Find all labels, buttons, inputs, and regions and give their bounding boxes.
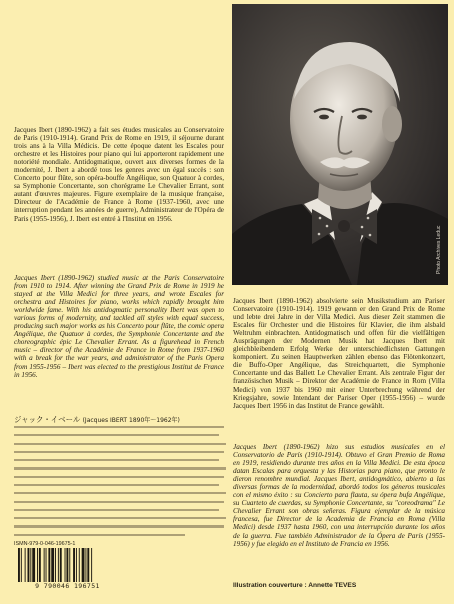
photo-credit	[436, 164, 444, 274]
portrait-photo	[232, 4, 448, 285]
photo-credit-text: Photo Archives Leduc	[436, 225, 442, 274]
biography-japanese-title	[14, 415, 228, 425]
biography-spanish: Jacques Ibert (1890-1962) hizo sus estudios musicales en el Conservatorio de París (1910-1914). Obtuvo el Gran Premio de Roma en 1919, residiendo durante tres años en la Villa Medici. De esta época datan Escalas para orquesta y las Historias para piano, que pronto le dieron renombre mundial. Jacques Ibert, antidogmático, abierto a las diversas formas de la modernidad, abordó todos los géneros musicales con el mismo éxito : su Concierto para flauta, su ópera bufa Angélique, su Cuarteto de cuerdas, su Symphonie Concertante, su "coreodrama" Le Chevalier Errant son obras señeras. Figura ejemplar de la música francesa, fue Director de la Academia de Francia en Roma (Villa Medici) desde 1937 hasta 1960, con una interrupción durante los años de la guerra. Fue también Administrador de la Ópera de París (1955-1956) y fue elegido en el Instituto de Francia en 1956.	[233, 443, 445, 548]
portrait-image	[232, 4, 448, 285]
barcode-bars	[14, 548, 121, 582]
biography-german: Jacques Ibert (1890-1962) absolvierte sein Musikstudium am Pariser Conservatoire (1910-1914). 1919 gewann er den Grand Prix de Rome und lebte drei Jahre in der Villa Medici. Aus dieser Zeit stammen die Escales für Orchester und die Histoires für Klavier, die ihm alsbald Weltruhm einbrachten. Antidogmatisch und offen für die vielfältigen Ausprägungen der Modernen Musik hat Jacques Ibert mit gleichbleibendem Erfolg Werke der unterschiedlichsten Gattungen komponiert. Zu seinen Hauptwerken zählen ebenso das Flötenkonzert, die Buffo-Oper Angélique, das Streichquartett, die Symphonie Concertante und das Ballett Le Chevalier Errant. Als zentrale Figur der französischen Musik – Direktor der Académie de France in Rom (Villa Medici) von 1937 bis 1960 mit einer Unterbrechung während der Kriegsjahre, sowie Intendant der Pariser Oper (1955-1956) – wurde Jacques Ibert 1956 in das Institut de France gewählt.	[233, 297, 445, 410]
biography-french: Jacques Ibert (1890-1962) a fait ses études musicales au Conservatoire de Paris (1910-1914). Grand Prix de Rome en 1919, il séjourne durant trois ans à la Villa Médicis. De cette époque datent les Escales pour orchestre et les Histoires pour piano qui lui apporteront rapidement une notoriété mondiale. Antidogmatique, ouvert aux diverses formes de la modernité, J. Ibert a abordé tous les genres avec un égal succès : son Concerto pour flûte, son opéra-bouffe Angélique, son Quatuor à cordes, sa Symphonie Concertante, son chorégrame Le Chevalier Errant, sont autant d'œuvres majeures. Figure exemplaire de la musique française, Directeur de l'Académie de France à Rome (1937-1960, avec une interruption pendant les années de guerre), Administrateur de l'Opéra de Paris (1955-1956), J. Ibert est entré à l'Institut en 1956.	[14, 126, 224, 223]
isbn-label: ISMN-979-0-046-19675-1	[14, 541, 76, 547]
japanese-name: ジャック・イベール	[14, 415, 81, 424]
japanese-dates: (Jacques IBERT 1890年〜1962年)	[82, 417, 180, 424]
illustration-credit: Illustration couverture : Annette TEVES	[233, 582, 357, 589]
biography-japanese-body	[14, 426, 228, 542]
barcode-number: 9 790046 196751	[35, 582, 100, 590]
biography-english: Jacques Ibert (1890-1962) studied music at the Paris Conservatoire from 1910 to 1914. After winning the Grand Prix de Rome in 1919 he stayed at the Villa Medici for three years, and wrote Escales for orchestra and Histoires for piano, works which rapidly brought him worldwide fame. With his antidogmatic personality Ibert was open to various forms of modernity, and tackled all styles with equal success, producing such major works as his Concerto pour flûte, the comic opera Angélique, the Quatuor à cordes, the Symphonie Concertante and the choreographic épic Le Chevalier Errant. As a figurehead in French music – director of the Académie de France in Rome from 1937-1960 with a break for the war years, and administrator of the Paris Opera from 1955-1956 – Ibert was elected to the prestigious Institut de France in 1956.	[14, 274, 224, 379]
